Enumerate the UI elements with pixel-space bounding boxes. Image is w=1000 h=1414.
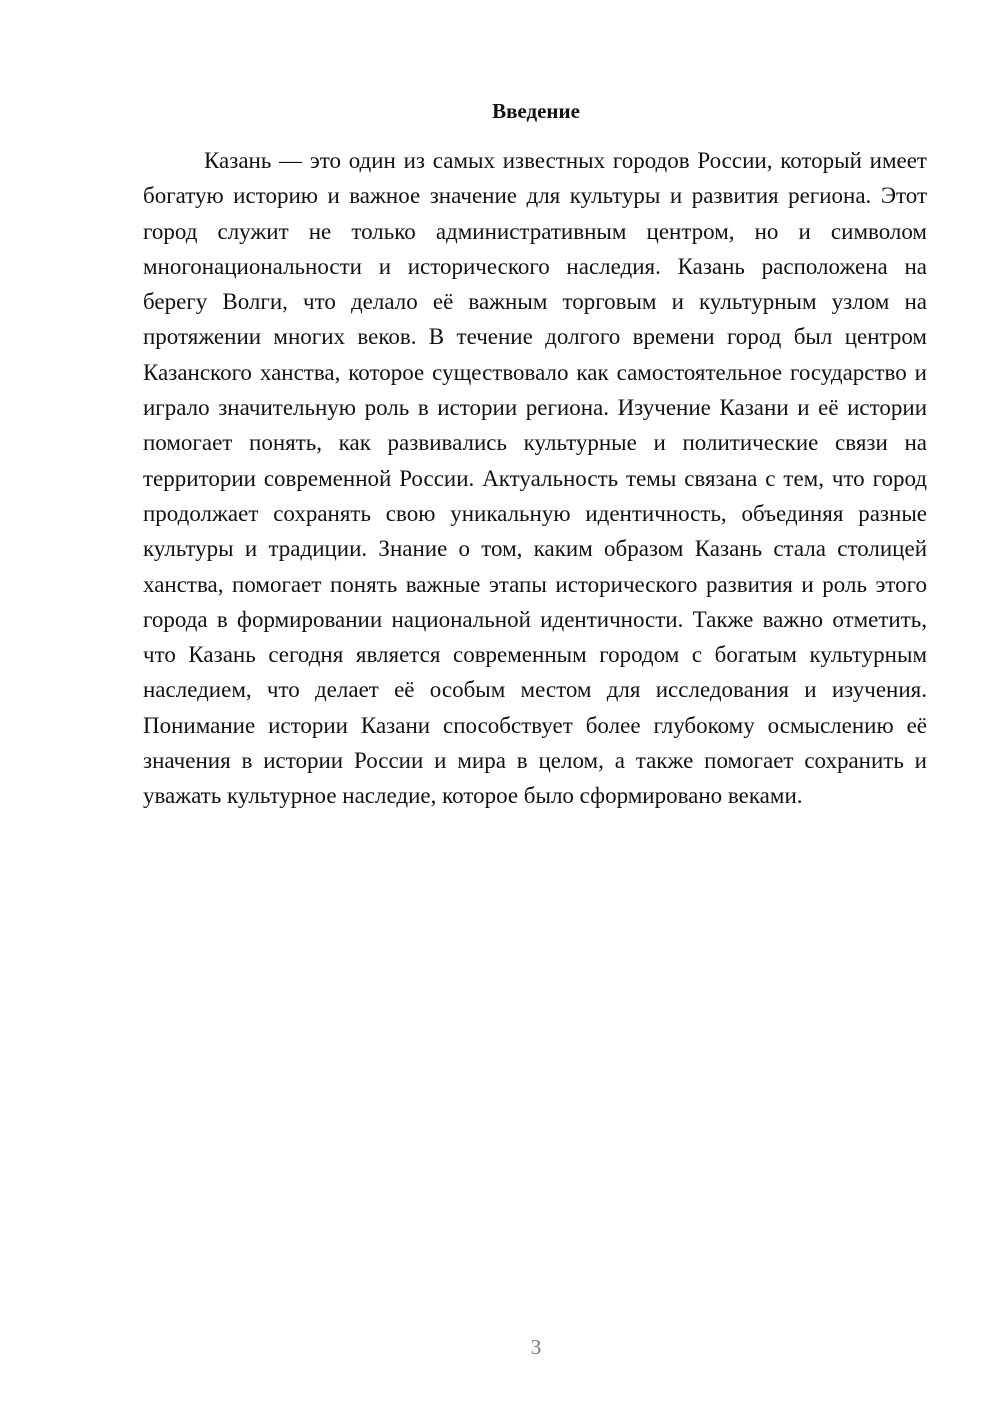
body-paragraph: Казань — это один из самых известных городов России, который имеет богатую историю и важное значение для культуры и развития региона. Этот город служит не только административным центром, но и символом многонациональности и исторического наследия. Казань расположена на берегу Волги, что делало её важным торговым и культурным узлом на протяжении многих веков. В течение долгого времени город был центром Казанского ханства, которое существовало как самостоятельное государство и играло значительную роль в истории региона. Изучение Казани и её истории помогает понять, как развивались культурные и политические связи на территории современной России. Актуальность темы связана с тем, что город продолжает сохранять свою уникальную идентичность, объединяя разные культуры и традиции. Знание о том, каким образом Казань стала столицей ханства, помогает понять важные этапы исторического развития и роль этого города в формировании национальной идентичности. Также важно отметить, что Казань сегодня является современным городом с богатым культурным наследием, что делает её особым местом для исследования и изучения. Понимание истории Казани способствует более глубокому осмыслению её значения в истории России и мира в целом, а также помогает сохранить и уважать культурное наследие, которое было сформировано веками. [143, 148, 927, 809]
page-number: 3 [530, 1335, 542, 1359]
section-heading: Введение [492, 99, 580, 123]
